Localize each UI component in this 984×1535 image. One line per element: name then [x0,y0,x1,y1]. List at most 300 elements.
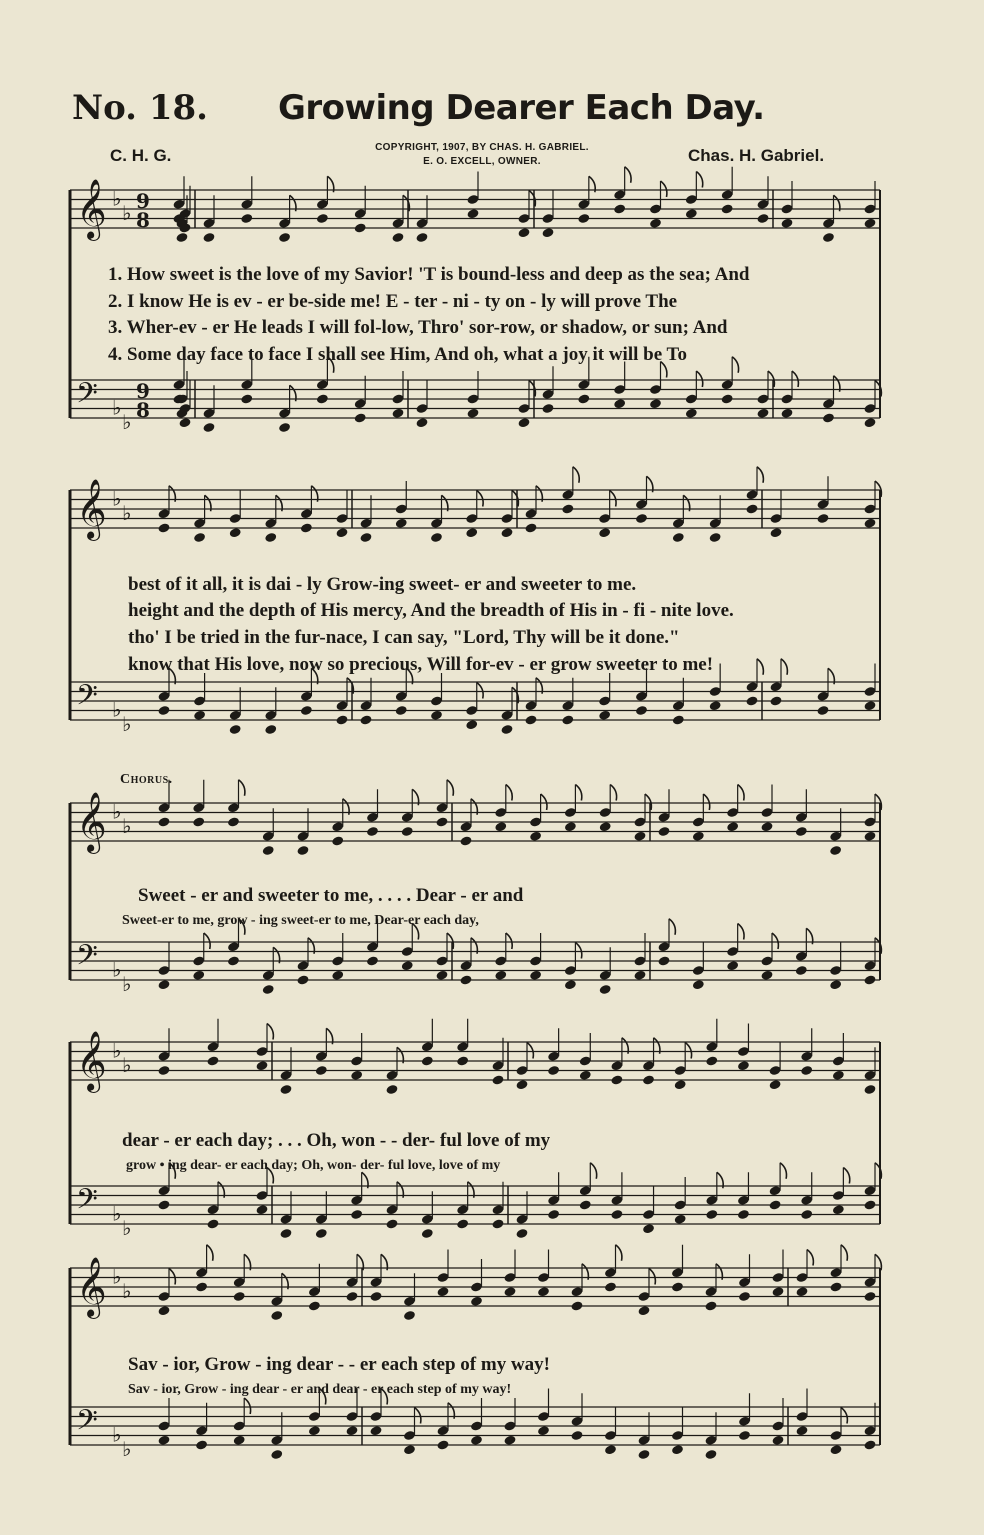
verse-3-line-b: tho' I be tried in the fur-nace, I can say, "Lord, Thy will be it done." [128,627,680,648]
note-flag [807,1250,813,1266]
note-head [430,710,443,721]
note-head [403,1310,416,1321]
note-flag [661,181,667,197]
note-head [547,1065,560,1076]
note-head [637,1305,650,1316]
note-head [635,513,648,524]
time-signature-bottom: 8 [136,398,150,422]
note-head [403,1444,416,1455]
flat-icon: ♭ [112,957,122,982]
note-head [233,1435,246,1446]
note-flag [415,1408,421,1424]
flat-icon: ♭ [112,1264,122,1289]
note-head [296,974,309,985]
note-head [157,1065,170,1076]
note-head [435,970,448,981]
note-head [610,1074,623,1085]
note-head [195,1439,208,1450]
note-head [769,1199,782,1210]
note-head [262,984,275,995]
note-head [745,503,758,514]
note-head [391,232,404,243]
note-head [229,724,242,735]
note-head [561,503,574,514]
note-head [192,970,205,981]
note-head [359,532,372,543]
note-head [436,1439,449,1450]
note-head [240,213,253,224]
note-head [547,1209,560,1220]
note-head [459,974,472,985]
note-flag [669,919,675,935]
note-head [279,1228,292,1239]
note-head [863,1199,876,1210]
note-head [227,816,240,827]
note-head [270,1449,283,1460]
note-head [500,724,513,735]
note-flag [843,1168,849,1184]
note-head [795,826,808,837]
note-head [270,1310,283,1321]
note-head [863,831,876,842]
copyright-line-1: COPYRIGHT, 1907, BY CHAS. H. GABRIEL. [375,142,589,153]
note-flag [696,172,702,188]
note-head [829,1444,842,1455]
verse-1-line-a: 1. How sweet is the love of my Savior! 'T is bound-less and deep as the sea; And [108,264,750,285]
note-head [465,527,478,538]
note-head [421,1228,434,1239]
note-head [459,835,472,846]
note-head [671,1281,684,1292]
note-head [726,821,739,832]
note-head [705,1055,718,1066]
note-head [610,1209,623,1220]
note-head [657,955,670,966]
note-head [692,831,705,842]
note-head [300,522,313,533]
note-head [771,1435,784,1446]
note-head [157,522,170,533]
note-head [369,1291,382,1302]
bass-clef-icon: 𝄢 [76,377,98,417]
note-head [832,1204,845,1215]
note-head [366,826,379,837]
flat-icon: ♭ [112,1201,122,1226]
note-head [579,1070,592,1081]
note-flag [477,491,483,507]
note-head [515,1228,528,1239]
note-head [470,1296,483,1307]
note-head [529,970,542,981]
note-head [685,408,698,419]
time-signature-bottom: 8 [136,208,150,232]
note-head [598,710,611,721]
note-flag [757,467,763,483]
note-head [863,1439,876,1450]
verse-3-line-a: 3. Wher-ev - er He leads I will fol-low, Thro' sor-row, or shadow, or sun; And [108,317,728,338]
note-head [296,845,309,856]
note-head [524,714,537,725]
note-flag [780,1163,786,1179]
time-signature-top: 9 [136,379,150,403]
note-head [192,816,205,827]
note-head [178,417,191,428]
note-head [175,232,188,243]
note-head [233,1291,246,1302]
note-head [756,213,769,224]
note-head [863,417,876,428]
note-head [671,1444,684,1455]
note-head [795,965,808,976]
note-head [832,1070,845,1081]
note-flag [169,1269,175,1285]
note-head [692,979,705,990]
note-head [649,398,662,409]
flat-icon: ♭ [112,1422,122,1447]
note-flag [696,371,702,387]
note-head [769,527,782,538]
note-head [465,719,478,730]
note-head [456,1055,469,1066]
note-head [657,826,670,837]
note-head [354,412,367,423]
note-head [369,1425,382,1436]
note-head [613,203,626,214]
flat-icon: ♭ [112,799,122,824]
note-head [195,1281,208,1292]
note-head [564,979,577,990]
note-head [157,979,170,990]
note-head [822,232,835,243]
time-signature-top: 9 [136,189,150,213]
note-head [315,1228,328,1239]
note-head [316,393,329,404]
hymn-title: Growing Dearer Each Day. [278,88,765,128]
note-head [331,970,344,981]
note-head [500,527,513,538]
note-head [561,714,574,725]
chorus-lyric-2: dear - er each day; . . . Oh, won - - der- ful love of my [122,1130,551,1151]
flat-icon: ♭ [122,1215,132,1240]
note-flag [506,785,512,801]
note-head [517,227,530,238]
verse-2-line-a: 2. I know He is ev - er be-side me! E - ter - ni - ty on - ly will prove The [108,291,678,312]
note-head [524,522,537,533]
note-head [202,422,215,433]
flat-icon: ♭ [112,697,122,722]
note-head [395,705,408,716]
note-head [760,821,773,832]
note-head [202,232,215,243]
note-head [709,532,722,543]
note-flag [447,780,453,796]
note-head [395,518,408,529]
note-head [308,1425,321,1436]
note-head [300,705,313,716]
note-head [780,218,793,229]
treble-clef-icon: 𝄞 [76,792,107,852]
note-head [816,513,829,524]
note-flag [732,357,738,373]
composer-credit: Chas. H. Gabriel. [688,146,825,165]
note-head [491,1074,504,1085]
note-head [635,705,648,716]
note-head [229,527,242,538]
note-head [354,222,367,233]
lyricist-credit: C. H. G. [110,146,172,165]
note-head [206,1218,219,1229]
note-head [359,714,372,725]
note-flag [575,943,581,959]
note-head [537,1425,550,1436]
note-head [529,831,542,842]
note-head [385,1218,398,1229]
note-head [863,1084,876,1095]
note-head [672,532,685,543]
bass-clef-icon: 𝄢 [76,1183,98,1223]
note-head [564,821,577,832]
note-flag [527,1043,533,1059]
note-flag [573,467,579,483]
note-head [494,821,507,832]
note-head [738,1430,751,1441]
note-head [385,1084,398,1095]
treble-clef-icon: 𝄞 [76,179,107,239]
note-head [863,518,876,529]
note-flag [757,659,763,675]
note-flag [575,785,581,801]
note-flag [841,1408,847,1424]
note-head [350,1070,363,1081]
note-head [721,393,734,404]
copyright-line-2: E. O. EXCELL, OWNER. [423,156,541,167]
chorus-echo-1: Sweet-er to me, grow - ing sweet-er to me, Dear-er each day, [122,913,479,928]
note-head [577,213,590,224]
note-head [604,1281,617,1292]
chorus-echo-3: Sav - ior, Grow - ing dear - er and dear - er each step of my way! [128,1382,512,1397]
verse-4-line-b: know that His love, now so precious, Will for-ev - er grow sweeter to me! [128,654,714,675]
treble-clef-icon: 𝄞 [76,1031,107,1091]
note-head [415,232,428,243]
note-head [822,412,835,423]
bass-clef-icon: 𝄢 [76,679,98,719]
note-head [863,974,876,985]
note-head [769,1079,782,1090]
note-head [795,1286,808,1297]
note-flag [781,659,787,675]
note-head [637,1449,650,1460]
note-head [760,970,773,981]
note-head [278,422,291,433]
note-head [491,1218,504,1229]
note-flag [590,1163,596,1179]
note-head [863,700,876,711]
note-head [278,232,291,243]
note-flag [477,683,483,699]
verse-2-line-b: height and the depth of His mercy, And the breadth of His in - fi - nite love. [128,600,734,621]
note-head [315,1065,328,1076]
flat-icon: ♭ [112,395,122,420]
chorus-lyric-1: Sweet - er and sweeter to me, . . . . Dear - er and [138,885,524,906]
note-head [430,532,443,543]
note-head [649,218,662,229]
treble-clef-icon: 𝄞 [76,479,107,539]
note-head [279,1084,292,1095]
flat-icon: ♭ [122,813,132,838]
flat-icon: ♭ [112,1038,122,1063]
note-flag [649,1269,655,1285]
note-head [769,695,782,706]
note-head [435,816,448,827]
note-head [345,1291,358,1302]
note-head [227,955,240,966]
note-flag [616,1245,622,1261]
note-head [466,208,479,219]
note-head [350,1209,363,1220]
note-flag [207,1245,213,1261]
note-head [331,835,344,846]
note-head [721,203,734,214]
note-head [800,1209,813,1220]
note-head [401,826,414,837]
note-head [193,532,206,543]
note-head [466,408,479,419]
flat-icon: ♭ [122,409,132,434]
chorus-label: Chorus. [120,772,173,787]
note-head [401,960,414,971]
flat-icon: ♭ [112,486,122,511]
flat-icon: ♭ [122,971,132,996]
note-head [503,1435,516,1446]
note-head [366,955,379,966]
note-head [863,218,876,229]
flat-icon: ♭ [122,711,132,736]
note-head [800,1065,813,1076]
note-head [780,408,793,419]
note-head [672,714,685,725]
note-head [570,1430,583,1441]
verse-4-line-a: 4. Some day face to face I shall see Him, And oh, what a joy it will be To [108,344,687,365]
note-head [579,1199,592,1210]
note-head [308,1300,321,1311]
note-head [537,1286,550,1297]
note-head [421,1055,434,1066]
note-head [829,1281,842,1292]
note-head [515,1079,528,1090]
note-head [726,960,739,971]
note-head [674,1214,687,1225]
flat-icon: ♭ [112,186,122,211]
note-head [685,208,698,219]
note-head [674,1079,687,1090]
bass-clef-icon: 𝄢 [76,939,98,979]
note-flag [841,1245,847,1261]
note-head [599,984,612,995]
note-head [255,1060,268,1071]
note-head [577,393,590,404]
note-head [436,1286,449,1297]
note-flag [506,933,512,949]
note-head [642,1223,655,1234]
note-head [756,408,769,419]
note-head [704,1300,717,1311]
note-flag [792,371,798,387]
note-head [541,227,554,238]
note-head [316,213,329,224]
note-head [255,1204,268,1215]
note-flag [244,1398,250,1414]
treble-clef-icon: 𝄞 [76,1257,107,1317]
flat-icon: ♭ [122,200,132,225]
note-head [604,1444,617,1455]
note-head [598,527,611,538]
note-flag [267,1024,273,1040]
note-flag [738,785,744,801]
note-head [503,1286,516,1297]
chorus-lyric-3: Sav - ior, Grow - ing dear - - er each step of my way! [128,1354,550,1375]
note-head [829,979,842,990]
note-flag [738,924,744,940]
note-head [795,1425,808,1436]
flat-icon: ♭ [122,1436,132,1461]
chorus-echo-2: grow • ing dear- er each day; Oh, won- der- ful love, love of my [126,1158,501,1173]
note-flag [703,794,709,810]
flat-icon: ♭ [122,1278,132,1303]
note-head [494,970,507,981]
note-head [863,1291,876,1302]
note-head [613,398,626,409]
note-head [157,816,170,827]
note-flag [610,491,616,507]
note-head [157,1199,170,1210]
note-head [737,1060,750,1071]
note-head [570,1300,583,1311]
note-head [737,1209,750,1220]
note-head [633,831,646,842]
note-head [335,527,348,538]
note-head [705,1209,718,1220]
note-flag [772,933,778,949]
note-flag [239,780,245,796]
note-flag [610,785,616,801]
note-head [193,710,206,721]
note-head [240,393,253,404]
note-head [262,845,275,856]
note-flag [685,1043,691,1059]
note-head [264,724,277,735]
note-head [157,705,170,716]
note-head [157,1435,170,1446]
note-head [829,845,842,856]
note-head [816,705,829,716]
note-head [206,1055,219,1066]
note-head [415,417,428,428]
note-head [335,714,348,725]
flat-icon: ♭ [122,1052,132,1077]
note-flag [204,933,210,949]
note-head [704,1449,717,1460]
note-head [738,1291,751,1302]
note-head [642,1074,655,1085]
note-head [633,970,646,981]
note-head [345,1425,358,1436]
note-head [745,695,758,706]
note-flag [541,794,547,810]
flat-icon: ♭ [122,500,132,525]
note-head [264,532,277,543]
note-head [541,403,554,414]
note-head [709,700,722,711]
